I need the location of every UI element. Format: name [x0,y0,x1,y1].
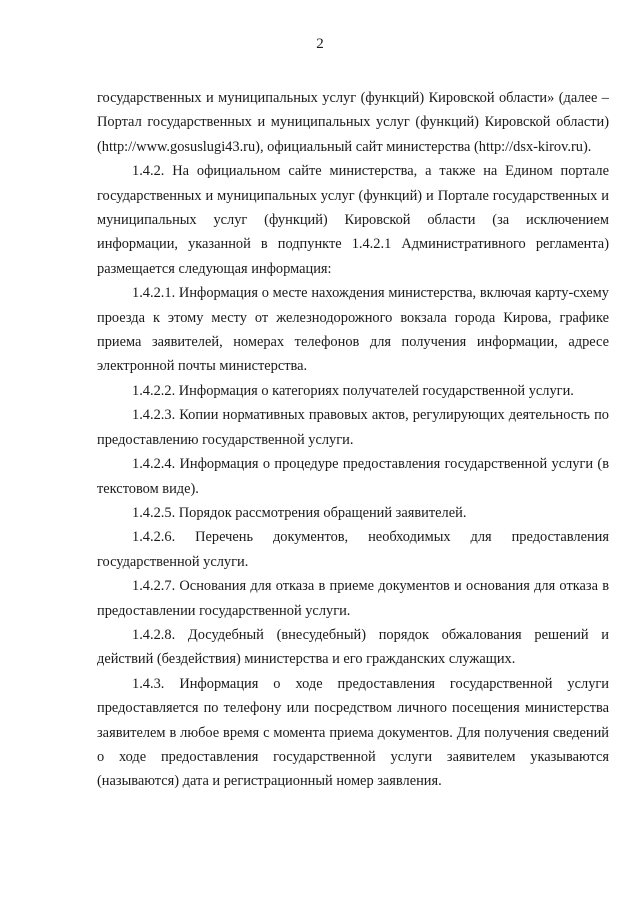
page-number: 2 [316,36,324,52]
document-body [97,86,609,794]
paragraph-1-4-2-7: 1.4.2.7. Основания для отказа в приеме документов и основания для отказа в предоставлении государственной услуги. [97,578,609,619]
paragraph-1-4-3: 1.4.3. Информация о ходе предоставления государственной услуги предоставляется по телефону или посредством личного посещения министерства заявителем в любое время с момента приема документов. Для получения сведений о ходе предоставления государственной услуги заявителем указываются (называются) дата и регистрационный номер заявления. [97,675,609,790]
paragraph-1-4-2: 1.4.2. На официальном сайте министерства, а также на Едином портале государственных и муниципальных услуг (функций) и Портале государственных и муниципальных услуг (функций) Кировской области (за исключением информации, указанной в подпункте 1.4.2.1 Административного регламента) размещается следующая информация: [97,163,609,277]
paragraph-1-4-2-8: 1.4.2.8. Досудебный (внесудебный) порядок обжалования решений и действий (бездействия) министерства и его гражданских служащих. [97,626,609,668]
paragraph-1-4-2-3: 1.4.2.3. Копии нормативных правовых актов, регулирующих деятельность по предоставлению государственной услуги. [97,407,609,448]
paragraph-continuation: государственных и муниципальных услуг (функций) Кировской области» (далее – Портал государственных и муниципальных услуг (функций) Кировской области) (http://www.gosuslugi43.ru), официальный сайт министерства (http://dsx-kirov.ru). [97,90,609,155]
paragraph-1-4-2-4: 1.4.2.4. Информация о процедуре предоставления государственной услуги (в текстовом виде). [97,456,609,497]
paragraph-1-4-2-2: 1.4.2.2. Информация о категориях получателей государственной услуги. [132,382,574,399]
paragraph-1-4-2-6: 1.4.2.6. Перечень документов, необходимых для предоставления государственной услуги. [97,529,609,570]
paragraph-1-4-2-1: 1.4.2.1. Информация о месте нахождения министерства, включая карту-схему проезда к этому месту от железнодорожного вокзала города Кирова, графике приема заявителей, номерах телефонов для получения информации, адресе электронной почты министерства. [97,285,609,375]
paragraph-1-4-2-5: 1.4.2.5. Порядок рассмотрения обращений заявителей. [132,504,467,521]
